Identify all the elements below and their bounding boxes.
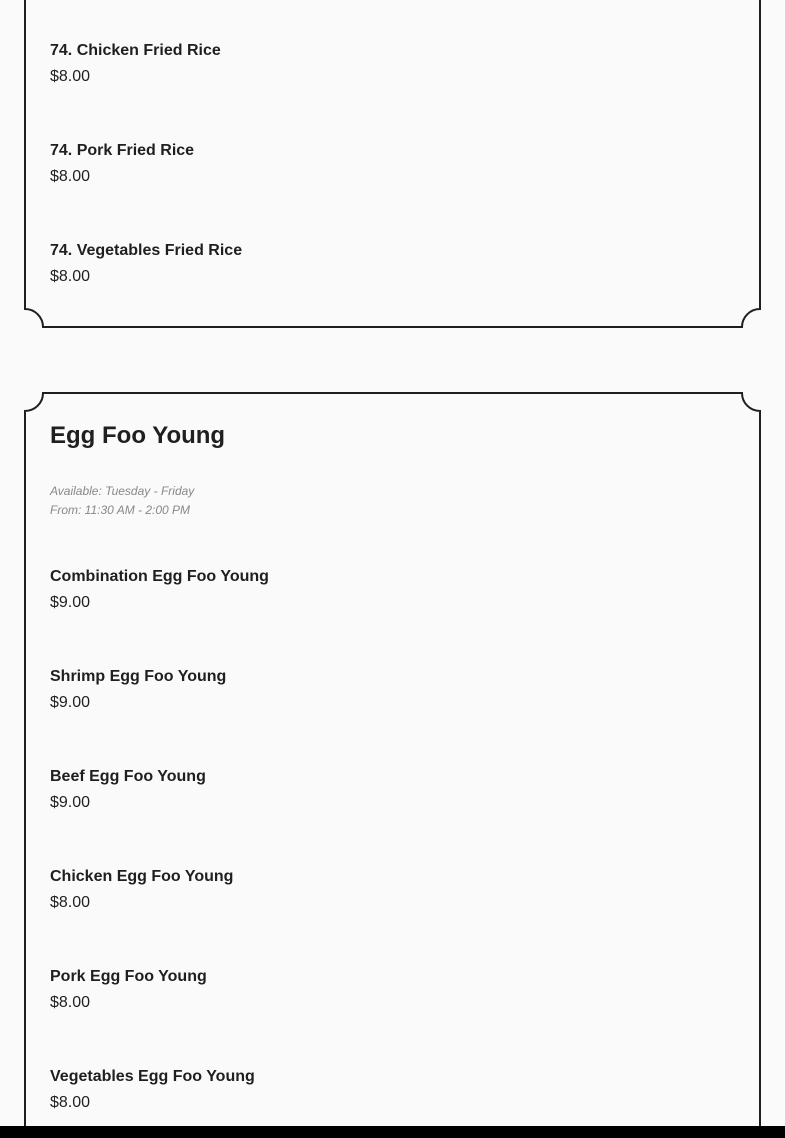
availability-days: Available: Tuesday - Friday bbox=[50, 484, 195, 498]
item-name: Combination Egg Foo Young bbox=[50, 568, 269, 585]
item-price: $8.00 bbox=[50, 68, 91, 85]
menu-item-pork-egg-foo-young[interactable] bbox=[50, 967, 650, 1013]
item-name: Vegetables Egg Foo Young bbox=[50, 1068, 255, 1085]
navigation-bar bbox=[0, 1126, 785, 1138]
menu-item-pork-fried-rice[interactable] bbox=[50, 141, 650, 187]
menu-item-chicken-fried-rice[interactable] bbox=[50, 41, 650, 87]
item-price: $9.00 bbox=[50, 794, 91, 811]
item-name: Chicken Egg Foo Young bbox=[50, 868, 234, 885]
availability-info bbox=[50, 482, 194, 520]
menu-item-vegetables-egg-foo-young[interactable] bbox=[50, 1067, 650, 1113]
item-name: Beef Egg Foo Young bbox=[50, 768, 206, 785]
menu-item-beef-egg-foo-young[interactable] bbox=[50, 767, 650, 813]
item-price: $8.00 bbox=[50, 994, 91, 1011]
item-name: 74. Pork Fried Rice bbox=[50, 142, 195, 159]
menu-item-vegetables-fried-rice[interactable] bbox=[50, 241, 650, 287]
item-name: Pork Egg Foo Young bbox=[50, 968, 207, 985]
section-title: Egg Foo Young bbox=[50, 422, 226, 449]
menu-item-shrimp-egg-foo-young[interactable] bbox=[50, 667, 650, 713]
item-price: $8.00 bbox=[50, 268, 91, 285]
item-price: $9.00 bbox=[50, 694, 91, 711]
item-name: 74. Vegetables Fried Rice bbox=[50, 242, 243, 259]
item-price: $8.00 bbox=[50, 894, 91, 911]
menu-item-combination-egg-foo-young[interactable] bbox=[50, 567, 650, 613]
availability-hours: From: 11:30 AM - 2:00 PM bbox=[50, 503, 191, 517]
item-price: $8.00 bbox=[50, 168, 91, 185]
item-price: $9.00 bbox=[50, 594, 91, 611]
item-name: 74. Chicken Fried Rice bbox=[50, 42, 221, 59]
menu-item-chicken-egg-foo-young[interactable] bbox=[50, 867, 650, 913]
item-price: $8.00 bbox=[50, 1094, 91, 1111]
item-name: Shrimp Egg Foo Young bbox=[50, 668, 227, 685]
